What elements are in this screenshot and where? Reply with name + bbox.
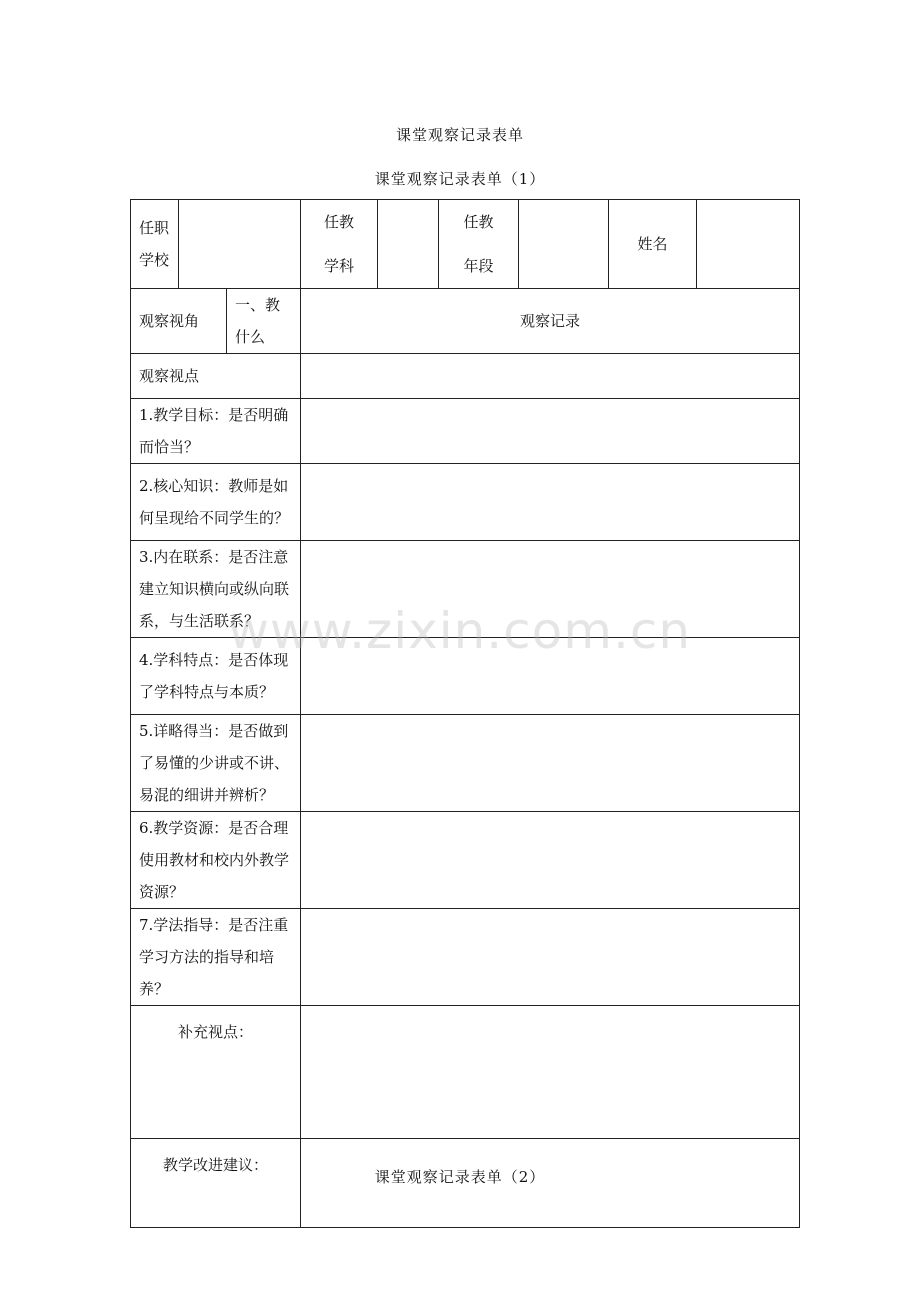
school-label-line-2: 学校 — [139, 251, 170, 269]
item-1-record-cell[interactable] — [301, 399, 800, 464]
item-1-cell: 1.教学目标：是否明确而恰当？ — [131, 399, 301, 464]
observation-table — [130, 199, 800, 1228]
viewpoint-label-cell: 观察视点 — [131, 354, 301, 399]
item-4-record-cell[interactable] — [301, 638, 800, 715]
grade-label-line-1: 任教 — [463, 213, 494, 231]
perspective-label-cell: 观察视角 — [131, 289, 227, 354]
item-4-cell: 4.学科特点：是否体现了学科特点与本质？ — [131, 638, 301, 715]
subject-label-line-2: 学科 — [323, 257, 354, 275]
item-6-cell: 6.教学资源：是否合理使用教材和校内外教学资源？ — [131, 812, 301, 909]
form-1-title: 课堂观察记录表单（1） — [374, 170, 546, 188]
item-7-record-cell[interactable] — [301, 909, 800, 1006]
item-row-1 — [131, 399, 800, 464]
supplement-row — [131, 1006, 800, 1139]
grade-label-cell — [439, 200, 519, 289]
name-label-cell: 姓名 — [609, 200, 697, 289]
header-row — [131, 200, 800, 289]
item-row-5 — [131, 715, 800, 812]
subject-value-cell[interactable] — [378, 200, 439, 289]
viewpoint-row — [131, 354, 800, 399]
grade-label-line-2: 年段 — [463, 257, 494, 275]
document-title: 课堂观察记录表单 — [395, 126, 524, 144]
school-value-cell[interactable] — [179, 200, 301, 289]
school-label-line-1: 任职 — [139, 219, 170, 237]
item-row-6 — [131, 812, 800, 909]
subject-label-line-1: 任教 — [323, 213, 354, 231]
subject-label-cell — [301, 200, 378, 289]
item-3-record-cell[interactable] — [301, 541, 800, 638]
item-row-7 — [131, 909, 800, 1006]
item-row-3 — [131, 541, 800, 638]
watermark-text: www.zixin.com.cn — [228, 602, 692, 660]
item-2-cell: 2.核心知识：教师是如何呈现给不同学生的？ — [131, 464, 301, 541]
item-7-cell: 7.学法指导：是否注重学习方法的指导和培养？ — [131, 909, 301, 1006]
supplement-label-cell: 补充视点： — [131, 1006, 301, 1139]
grade-value-cell[interactable] — [519, 200, 609, 289]
item-6-record-cell[interactable] — [301, 812, 800, 909]
item-row-4 — [131, 638, 800, 715]
perspective-row — [131, 289, 800, 354]
item-3-cell: 3.内在联系：是否注意建立知识横向或纵向联系，与生活联系？ — [131, 541, 301, 638]
item-5-cell: 5.详略得当：是否做到了易懂的少讲或不讲、易混的细讲并辨析？ — [131, 715, 301, 812]
item-5-record-cell[interactable] — [301, 715, 800, 812]
school-label-cell — [131, 200, 179, 289]
item-2-record-cell[interactable] — [301, 464, 800, 541]
viewpoint-record-cell[interactable] — [301, 354, 800, 399]
name-value-cell[interactable] — [697, 200, 800, 289]
suggestion-label-cell: 教学改进建议： — [131, 1139, 301, 1228]
supplement-record-cell[interactable] — [301, 1006, 800, 1139]
record-header-cell: 观察记录 — [301, 289, 800, 354]
item-row-2 — [131, 464, 800, 541]
form-2-title: 课堂观察记录表单（2） — [374, 1168, 546, 1186]
perspective-value-cell: 一、教什么 — [227, 289, 301, 354]
